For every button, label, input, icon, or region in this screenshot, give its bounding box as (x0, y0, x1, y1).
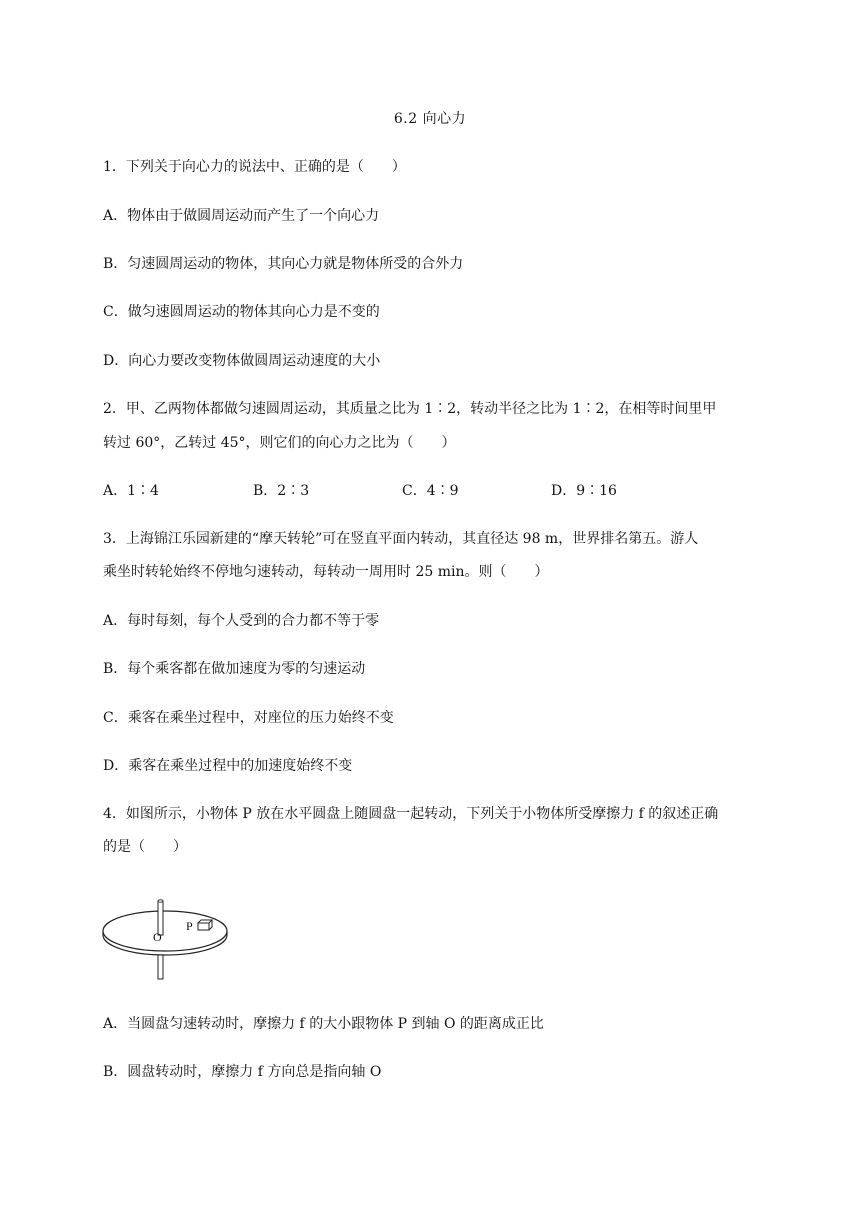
disc-top (103, 911, 227, 951)
question-4-stem-line-1: 4．如图所示，小物体 P 放在水平圆盘上随圆盘一起转动，下列关于小物体所受摩擦力 f 的叙述正确 (103, 806, 719, 822)
question-1-stem: 1．下列关于向心力的说法中、正确的是（ ） (103, 159, 406, 175)
question-3-option-d: D．乘客在乘坐过程中的加速度始终不变 (103, 758, 353, 774)
axle-lower (158, 953, 163, 979)
question-1-option-c: C．做匀速圆周运动的物体其向心力是不变的 (103, 304, 380, 320)
label-o: O (153, 930, 162, 944)
question-2-option-a: A．1∶4 (103, 483, 159, 499)
question-2-option-b: B．2∶3 (253, 483, 310, 499)
rotating-disc-diagram (100, 895, 235, 985)
question-2-stem-line-2: 转过 60°，乙转过 45°，则它们的向心力之比为（ ） (103, 435, 456, 451)
question-1-option-b: B．匀速圆周运动的物体，其向心力就是物体所受的合外力 (103, 256, 464, 272)
question-4-option-b: B．圆盘转动时，摩擦力 f 方向总是指向轴 O (103, 1064, 382, 1080)
block-p (198, 923, 209, 930)
question-2-stem-line-1: 2．甲、乙两物体都做匀速圆周运动，其质量之比为 1∶2，转动半径之比为 1∶2，在相等时间里甲 (103, 401, 717, 417)
page-title: 6.2 向心力 (393, 111, 467, 127)
question-2-option-c: C．4∶9 (402, 483, 459, 499)
question-1-option-a: A．物体由于做圆周运动而产生了一个向心力 (103, 208, 380, 224)
question-4-option-a: A．当圆盘匀速转动时，摩擦力 f 的大小跟物体 P 到轴 O 的距离成正比 (103, 1016, 544, 1032)
question-4-stem-line-2: 的是（ ） (103, 839, 187, 855)
axle-top-cap (158, 900, 163, 902)
question-3-stem-line-1: 3．上海锦江乐园新建的“摩天转轮”可在竖直平面内转动，其直径达 98 m，世界排名第五。游人 (103, 531, 699, 547)
label-p: P (186, 919, 193, 933)
question-1-option-d: D．向心力要改变物体做圆周运动速度的大小 (103, 353, 381, 369)
question-3-option-b: B．每个乘客都在做加速度为零的匀速运动 (103, 661, 366, 677)
question-2-option-d: D．9∶16 (551, 483, 617, 499)
question-3-stem-line-2: 乘坐时转轮始终不停地匀速转动，每转动一周用时 25 min。则（ ） (103, 564, 549, 580)
question-3-option-c: C．乘客在乘坐过程中，对座位的压力始终不变 (103, 710, 394, 726)
question-3-option-a: A．每时每刻，每个人受到的合力都不等于零 (103, 613, 380, 629)
